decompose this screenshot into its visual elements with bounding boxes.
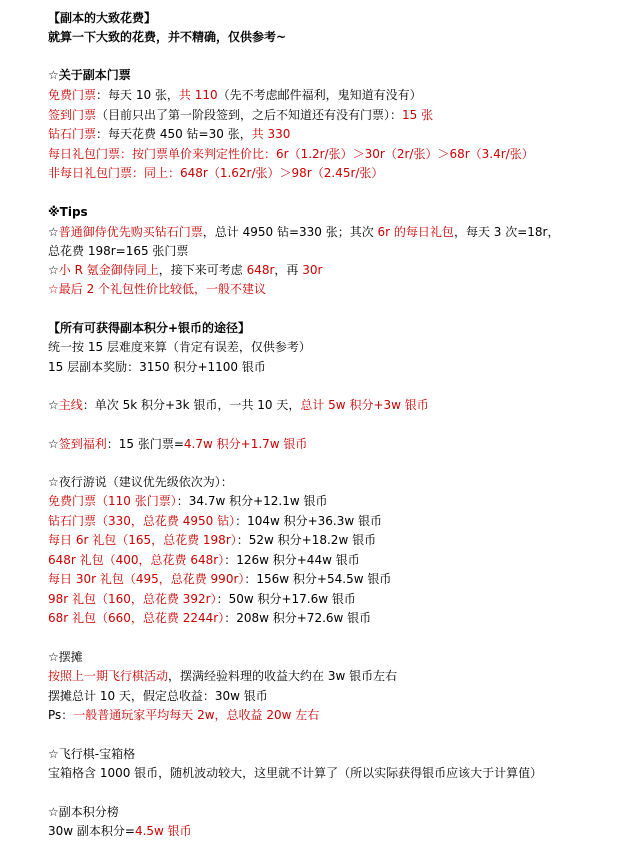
ways-reward: 15 层副本奖励：3150 积分+1100 银币 — [48, 360, 266, 374]
stall-line-3: Ps：一般普通玩家平均每天 2w，总收益 20w 左右 — [48, 708, 320, 722]
night-heading: ☆夜行游说（建议优先级依次为）： — [48, 475, 233, 489]
rank-heading: ☆副本积分榜 — [48, 805, 119, 819]
night-row-4: 648r 礼包（400，总花费 648r）：126w 积分+44w 银币 — [48, 553, 360, 567]
tips-line-3: ☆小 R 氪金御侍同上，接下来可考虑 648r，再 30r — [48, 263, 323, 277]
doc-title: 【副本的大致花费】 — [48, 11, 157, 25]
free-ticket-line: 免费门票：每天 10 张，共 110（先不考虑邮件福利，鬼知道有没有） — [48, 88, 422, 102]
daily-pack-ticket-line: 每日礼包门票：按门票单价来判定性价比：6r（1.2r/张）＞30r（2r/张）＞68r（3.4r/张） — [48, 147, 534, 161]
tickets-heading: ☆关于副本门票 — [48, 68, 131, 82]
free-ticket-label: 免费门票 — [48, 88, 97, 102]
tips-line-4: ☆最后 2 个礼包性价比较低，一般不建议 — [48, 282, 267, 296]
ways-heading: 【所有可获得副本积分+银币的途径】 — [48, 321, 251, 335]
main-story-line: ☆主线：单次 5k 积分+3k 银币，一共 10 天，总计 5w 积分+3w 银币 — [48, 398, 429, 412]
tips-line-2: 总花费 198r=165 张门票 — [48, 244, 189, 258]
signin-welfare-line: ☆签到福利：15 张门票=4.7w 积分+1.7w 银币 — [48, 437, 308, 451]
night-row-7: 68r 礼包（660，总花费 2244r）：208w 积分+72.6w 银币 — [48, 611, 372, 625]
night-row-5: 每日 30r 礼包（495，总花费 990r）：156w 积分+54.5w 银币 — [48, 572, 392, 586]
diamond-ticket-label: 钻石门票 — [48, 127, 97, 141]
stall-line-2: 摆摊总计 10 天，假定总收益：30w 银币 — [48, 689, 268, 703]
ways-note: 统一按 15 层难度来算（肯定有误差，仅供参考） — [48, 340, 311, 354]
night-row-2: 钻石门票（330，总花费 4950 钻）：104w 积分+36.3w 银币 — [48, 514, 383, 528]
stall-line-1: 按照上一期飞行棋活动，摆满经验料理的收益大约在 3w 银币左右 — [48, 669, 398, 683]
signin-ticket-label: 签到门票 — [48, 108, 97, 122]
stall-heading: ☆摆摊 — [48, 650, 83, 664]
tips-line-1: ☆普通御侍优先购买钻石门票，总计 4950 钻=330 张；其次 6r 的每日礼包，每天 3 次=18r， — [48, 225, 560, 239]
non-daily-pack-ticket-line: 非每日礼包门票：同上：648r（1.62r/张）＞98r（2.45r/张） — [48, 166, 384, 180]
tips-heading: ※Tips — [48, 205, 88, 219]
rank-line: 30w 副本积分=4.5w 银币 — [48, 824, 192, 838]
night-row-3: 每日 6r 礼包（165，总花费 198r）：52w 积分+18.2w 银币 — [48, 533, 377, 547]
night-row-6: 98r 礼包（160，总花费 392r）：50w 积分+17.6w 银币 — [48, 592, 356, 606]
chess-heading: ☆飞行棋-宝箱格 — [48, 747, 136, 761]
chess-text: 宝箱格含 1000 银币，随机波动较大，这里就不计算了（所以实际获得银币应该大于计算值） — [48, 766, 543, 780]
diamond-ticket-line: 钻石门票：每天花费 450 钻=30 张，共 330 — [48, 127, 291, 141]
signin-ticket-line: 签到门票（目前只出了第一阶段签到，之后不知道还有没有门票）：15 张 — [48, 108, 434, 122]
doc-subtitle: 就算一下大致的花费，并不精确，仅供参考~ — [48, 30, 287, 44]
night-row-1: 免费门票（110 张门票）：34.7w 积分+12.1w 银币 — [48, 494, 328, 508]
